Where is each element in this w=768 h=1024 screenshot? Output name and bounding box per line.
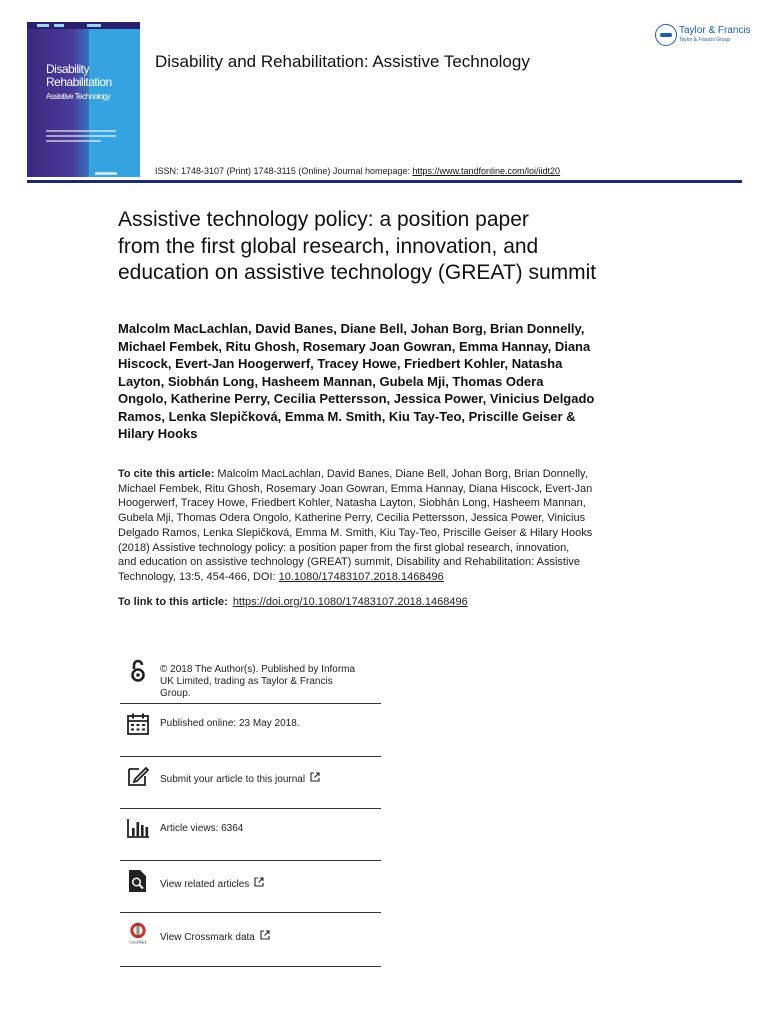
journal-homepage-link[interactable]: https://www.tandfonline.com/loi/iidt20 (412, 166, 561, 176)
open-access-row (120, 655, 381, 704)
issn-text: ISSN: 1748-3107 (Print) 1748-3115 (Online) Journal homepage: (155, 166, 413, 176)
bar-chart-icon (126, 816, 150, 840)
cite-line: and education on assistive technology (GREAT) summit, Disability and Rehabilitation: Assistive (118, 556, 581, 569)
cite-line: Hoogerwerf, Tracey Howe, Friedbert Kohler, Natasha Layton, Siobhán Long, Hasheem Mannan, (118, 497, 586, 510)
cite-line: Gubela Mji, Thomas Odera Ongolo, Katherine Perry, Cecilia Pettersson, Jessica Power, Vinicius (118, 512, 586, 525)
journal-title[interactable]: Disability and Rehabilitation: Assistive Technology (155, 52, 530, 71)
views-row (120, 808, 381, 861)
related-articles-link[interactable] (160, 877, 264, 891)
open-access-icon (126, 659, 150, 683)
calendar-icon (126, 712, 150, 736)
cover-title-line2: Rehabilitation (46, 75, 112, 89)
article-link-line (118, 596, 468, 608)
cite-line: Delgado Ramos, Lenka Slepičková, Emma M. Smith, Kiu Tay-Teo, Priscille Geiser & Hilary Hooks (118, 526, 593, 539)
external-link-icon (260, 930, 270, 940)
author-line: Hiscock, Evert-Jan Hoogerwerf, Tracey Howe, Friedbert Kohler, Natasha (118, 356, 563, 371)
taylor-francis-logo-icon (655, 24, 677, 46)
cover-text-lines (46, 130, 116, 145)
author-line: Layton, Siobhán Long, Hasheem Mannan, Gubela Mji, Thomas Odera (118, 373, 544, 389)
cite-label: To cite this article: (118, 468, 215, 480)
submit-text: Submit your article to this journal (160, 774, 306, 785)
crossmark-row[interactable] (120, 913, 381, 967)
author-line: Ongolo, Katherine Perry, Cecilia Pettersson, Jessica Power, Vinicius Delgado (118, 391, 595, 406)
open-access-text (160, 664, 355, 700)
published-row (120, 703, 381, 757)
author-line: Michael Fembek, Ritu Ghosh, Rosemary Joan Gowran, Emma Hannay, Diana (118, 338, 591, 354)
publisher-name: Taylor & Francis (679, 25, 751, 36)
cover-title-line3: Assistive Technology (46, 92, 111, 101)
article-title-line: from the first global research, innovation, and (118, 234, 539, 258)
publisher-group: Taylor & Francis Group (679, 37, 731, 43)
journal-cover-thumbnail (27, 22, 140, 177)
cite-last-prefix: Technology, 13:5, 454-466, DOI: (118, 570, 279, 583)
cover-top-strip (27, 22, 140, 29)
related-row[interactable] (120, 860, 381, 913)
published-date: Published online: 23 May 2018. (160, 718, 300, 729)
edit-icon (126, 764, 150, 788)
issn-line (155, 166, 560, 176)
crossmark-text: View Crossmark data (160, 932, 255, 943)
article-views: Article views: 6364 (160, 823, 244, 834)
article-title (118, 207, 718, 287)
crossmark-link[interactable] (160, 930, 270, 944)
cover-title-line1: Disability (46, 62, 90, 76)
related-text: View related articles (160, 879, 250, 890)
author-list (118, 320, 663, 443)
external-link-icon (254, 877, 264, 887)
article-doi-link[interactable]: https://doi.org/10.1080/17483107.2018.1468496 (232, 596, 468, 608)
crossmark-icon (126, 921, 150, 945)
external-link-icon (310, 772, 320, 782)
cite-doi-link[interactable]: 10.1080/17483107.2018.1468496 (278, 570, 444, 583)
link-label: To link to this article: (118, 596, 228, 608)
header-divider (27, 180, 742, 183)
submit-article-link[interactable] (160, 772, 320, 786)
crossmark-logo-text: CrossMark (129, 940, 147, 945)
related-search-icon (126, 869, 150, 893)
cite-line: Michael Fembek, Ritu Ghosh, Rosemary Joan Gowran, Emma Hannay, Diana Hiscock, Evert-Jan (118, 482, 593, 495)
author-line: Malcolm MacLachlan, David Banes, Diane Bell, Johan Borg, Brian Donnelly, (118, 321, 585, 336)
open-access-line: UK Limited, trading as Taylor & Francis (160, 676, 333, 687)
cover-publisher-mark (95, 172, 117, 175)
author-line: Ramos, Lenka Slepičková, Emma M. Smith, Kiu Tay-Teo, Priscille Geiser & (118, 408, 576, 424)
article-title-line: Assistive technology policy: a position paper (118, 208, 529, 231)
submit-row[interactable] (120, 756, 381, 809)
article-title-line: education on assistive technology (GREAT) summit (118, 261, 597, 284)
citation-block (118, 467, 640, 585)
open-access-line: Group. (160, 688, 191, 699)
cite-line: Malcolm MacLachlan, David Banes, Diane Bell, Johan Borg, Brian Donnelly, (214, 468, 588, 480)
author-line: Hilary Hooks (118, 426, 198, 441)
publisher-logo[interactable] (655, 22, 750, 48)
cite-line: (2018) Assistive technology policy: a position paper from the first global research, innovation, (118, 541, 570, 554)
open-access-line: © 2018 The Author(s). Published by Informa (160, 664, 356, 675)
